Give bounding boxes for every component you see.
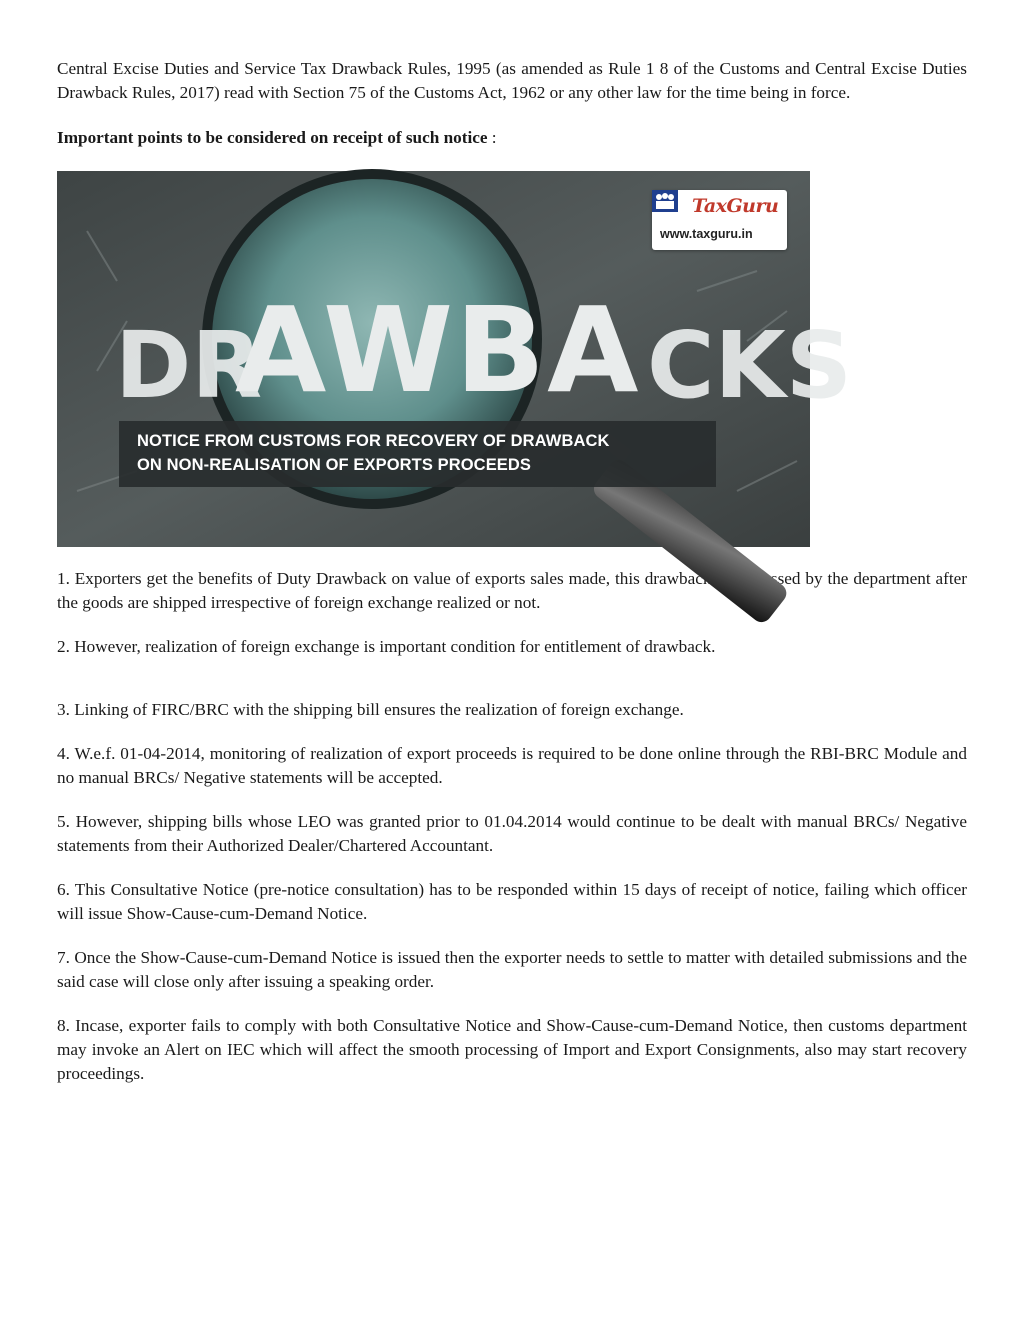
banner-caption	[119, 421, 716, 487]
taxguru-wordmark: TaxGuru	[692, 195, 779, 217]
section-heading	[57, 126, 967, 150]
point-8: 8. Incase, exporter fails to comply with both Consultative Notice and Show-Cause-cum-Demand Notice, then customs department may invoke an Alert on IEC which will affect the smooth processing of Import and Export Consignments, also may start recovery proceedings.	[57, 1016, 967, 1083]
taxguru-people-icon	[652, 190, 678, 212]
point-4: 4. W.e.f. 01-04-2014, monitoring of realization of export proceeds is required to be done online through the RBI-BRC Module and no manual BRCs/ Negative statements will be accepted.	[57, 744, 967, 787]
taxguru-url: www.taxguru.in	[660, 227, 753, 241]
chalk-letters-center: AWBA	[235, 281, 641, 419]
chalk-letters-left: DR	[115, 312, 263, 419]
drawback-banner-image	[57, 171, 853, 547]
chalk-letters-right: CKS	[647, 312, 853, 419]
section-heading-suffix: :	[487, 128, 497, 147]
point-7: 7. Once the Show-Cause-cum-Demand Notice is issued then the exporter needs to settle to matter with detailed submissions and the said case will close only after issuing a speaking order.	[57, 948, 967, 991]
point-2: 2. However, realization of foreign exchange is important condition for entitlement of drawback.	[57, 637, 716, 656]
point-3: 3. Linking of FIRC/BRC with the shipping bill ensures the realization of foreign exchange.	[57, 700, 684, 719]
points-list	[57, 567, 967, 1086]
banner-caption-line-2: ON NON-REALISATION OF EXPORTS PROCEEDS	[137, 456, 532, 474]
point-1: 1. Exporters get the benefits of Duty Drawback on value of exports sales made, this drawback is processed by the department after the goods are shipped irrespective of foreign exchange realized or not.	[57, 569, 967, 612]
section-heading-text: Important points to be considered on receipt of such notice	[57, 128, 488, 147]
point-6: 6. This Consultative Notice (pre-notice consultation) has to be responded within 15 days of receipt of notice, failing which officer will issue Show-Cause-cum-Demand Notice.	[57, 880, 967, 923]
point-5: 5. However, shipping bills whose LEO was granted prior to 01.04.2014 would continue to be dealt with manual BRCs/ Negative statements from their Authorized Dealer/Chartered Accountant.	[57, 812, 967, 855]
intro-paragraph: Central Excise Duties and Service Tax Drawback Rules, 1995 (as amended as Rule 1 8 of the Customs and Central Excise Duties Drawback Rules, 2017) read with Section 75 of the Customs Act, 1962 or any other law for the time being in force.	[57, 59, 967, 102]
banner-caption-line-1: NOTICE FROM CUSTOMS FOR RECOVERY OF DRAWBACK	[137, 432, 610, 450]
taxguru-logo	[652, 190, 787, 250]
document-page	[57, 57, 967, 1106]
